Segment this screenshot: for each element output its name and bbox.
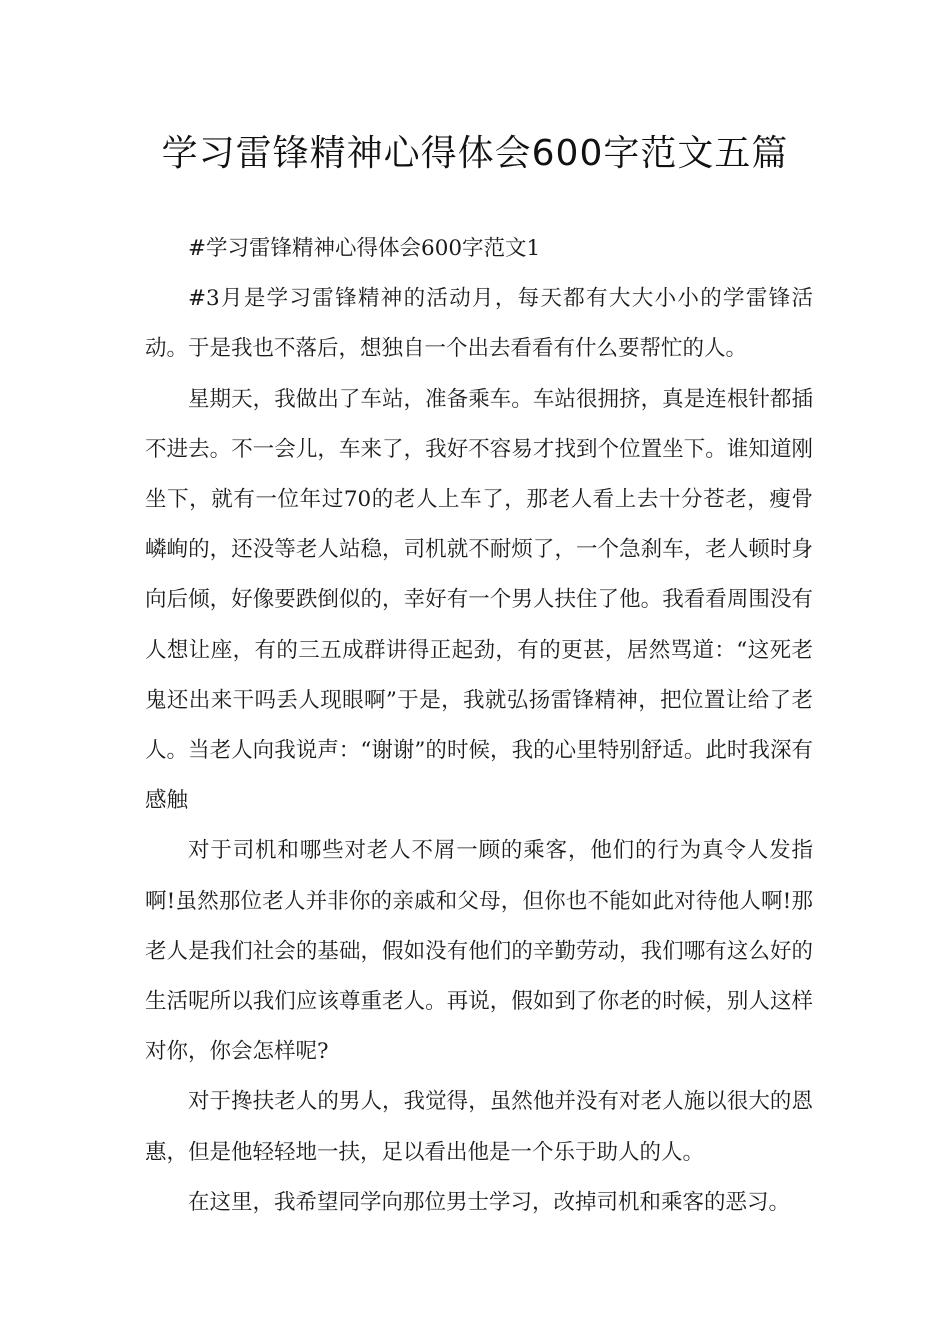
paragraph: 星期天，我做出了车站，准备乘车。车站很拥挤，真是连根针都插不进去。不一会儿，车来了，我好不容易才找到个位置坐下。谁知道刚坐下，就有一位年过70的老人上车了，那老人看上去十分苍老，瘦骨嶙峋的，还没等老人站稳，司机就不耐烦了，一个急刹车，老人顿时身向后倾，好像要跌倒似的，幸好有一个男人扶住了他。我看看周围没有人想让座，有的三五成群讲得正起劲，有的更甚，居然骂道：“这死老鬼还出来干吗丢人现眼啊”于是，我就弘扬雷锋精神，把位置让给了老人。当老人向我说声：“谢谢”的时候，我的心里特别舒适。此时我深有感触 (145, 386, 813, 814)
paragraph: 在这里，我希望同学向那位男士学习，改掉司机和乘客的恶习。 (188, 1189, 791, 1215)
document-body (145, 224, 813, 1228)
document-title: 学习雷锋精神心得体会600字范文五篇 (161, 133, 789, 174)
paragraph: 对于搀扶老人的男人，我觉得，虽然他并没有对老人施以很大的恩惠，但是他轻轻地一扶，足以看出他是一个乐于助人的人。 (145, 1089, 813, 1165)
section-heading: #学习雷锋精神心得体会600字范文1 (188, 236, 541, 261)
paragraph: 对于司机和哪些对老人不屑一顾的乘客，他们的行为真令人发指啊!虽然那位老人并非你的亲戚和父母，但你也不能如此对待他人啊!那老人是我们社会的基础，假如没有他们的辛勤劳动，我们哪有这么好的生活呢所以我们应该尊重老人。再说，假如到了你老的时候，别人这样对你，你会怎样呢? (145, 838, 813, 1065)
paragraph: #3月是学习雷锋精神的活动月，每天都有大大小小的学雷锋活动。于是我也不落后，想独自一个出去看看有什么要帮忙的人。 (145, 286, 813, 362)
